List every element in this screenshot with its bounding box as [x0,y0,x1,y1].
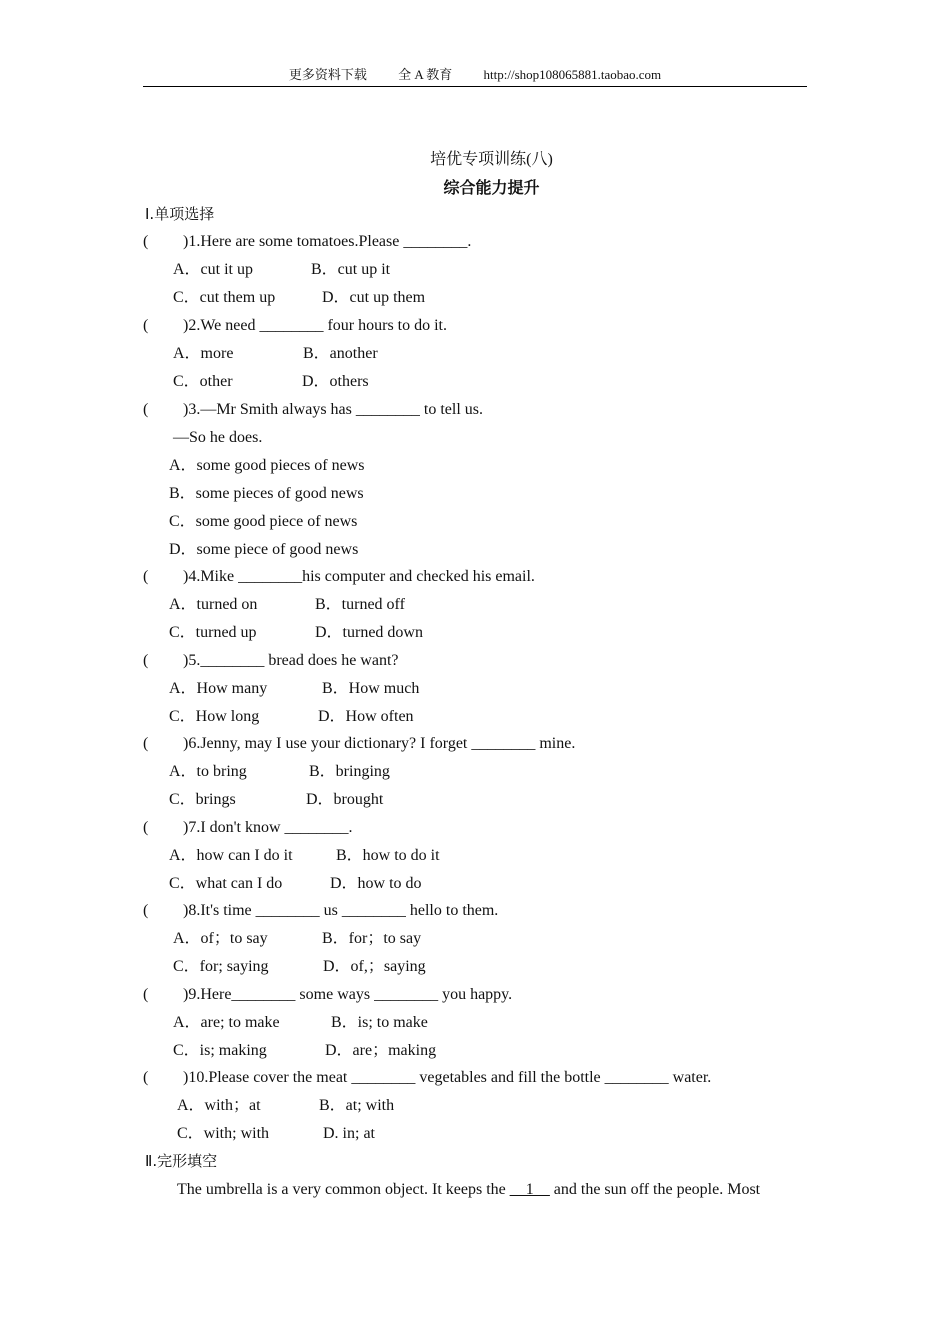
page-title: 培优专项训练(八) [430,151,553,168]
option-a: A．turned on [169,596,258,613]
question-8-stem [143,901,498,921]
question-4-stem [143,567,535,587]
question-5-stem [143,651,399,671]
option-b: B．at; with [319,1097,395,1114]
passage-text-after: and the sun off the people. Most [549,1181,761,1198]
question-10-stem [143,1068,711,1088]
option-a: A．how can I do it [169,847,293,864]
option-c: C．turned up [169,624,257,641]
option-a: A．How many [169,680,268,697]
answer-paren: ( [143,1069,149,1086]
header-download: 更多资料下载 [288,67,367,82]
question-text: )6.Jenny, may I use your dictionary? I forget ________ mine. [183,735,576,752]
question-2-stem [143,316,447,336]
option-d: D．others [302,373,369,390]
option-a: A．more [173,345,234,362]
answer-paren: ( [143,902,149,919]
option-c: C．cut them up [173,289,276,306]
option-d: D．cut up them [322,289,426,306]
answer-paren: ( [143,819,149,836]
question-text: )5.________ bread does he want? [183,652,399,669]
header-brand: 全 A 教育 [398,67,453,82]
option-b: B．turned off [315,596,405,613]
option-a: A．some good pieces of news [169,457,365,474]
header-url: http://shop108065881.taobao.com [483,67,662,82]
option-d: D．how to do [330,875,422,892]
question-9-stem [143,985,512,1005]
option-d: D．turned down [315,624,423,641]
option-d: D．of,；saying [323,958,426,975]
question-text: )2.We need ________ four hours to do it. [183,317,447,334]
option-c: C．How long [169,708,260,725]
section-heading-cloze: Ⅱ.完形填空 [145,1152,218,1170]
option-d: D. in; at [323,1125,375,1142]
option-b: B．how to do it [336,847,440,864]
page-subtitle: 综合能力提升 [443,178,540,197]
option-d: D．How often [318,708,414,725]
option-b: B．another [303,345,378,362]
answer-paren: ( [143,317,149,334]
passage-text-before: The umbrella is a very common object. It keeps the [177,1181,510,1198]
question-text: )10.Please cover the meat ________ vegetables and fill the bottle ________ water. [183,1069,712,1086]
option-c: C．for; saying [173,958,269,975]
option-c: C．some good piece of news [169,513,358,530]
answer-paren: ( [143,735,149,752]
answer-paren: ( [143,652,149,669]
question-7-stem [143,818,353,838]
option-c: C．with; with [177,1125,270,1142]
question-text: )9.Here________ some ways ________ you happy. [183,986,513,1003]
option-b: B．cut up it [311,261,391,278]
question-text: )4.Mike ________his computer and checked his email. [183,568,535,585]
option-c: C．brings [169,791,236,808]
option-d: D．are；making [325,1042,437,1059]
option-a: A．to bring [169,763,247,780]
question-6-stem [143,734,575,754]
question-text: )1.Here are some tomatoes.Please ________. [183,233,472,250]
option-b: B．bringing [309,763,390,780]
answer-paren: ( [143,986,149,1003]
passage-blank-1: __1__ [509,1181,550,1198]
cloze-passage [177,1180,807,1200]
question-text: )7.I don't know ________. [183,819,353,836]
option-c: C．what can I do [169,875,283,892]
answer-paren: ( [143,401,149,418]
question-3-response: —So he does. [173,429,263,446]
option-a: A．with；at [177,1097,261,1114]
option-d: D．brought [306,791,384,808]
option-b: B．for；to say [322,930,422,947]
question-3-stem [143,400,483,420]
option-d: D．some piece of good news [169,541,359,558]
page-header [143,66,807,87]
answer-paren: ( [143,233,149,250]
section-heading-single-choice: Ⅰ.单项选择 [145,205,215,223]
answer-paren: ( [143,568,149,585]
option-b: B．How much [322,680,420,697]
question-text: )3.—Mr Smith always has ________ to tell us. [183,401,483,418]
option-a: A．cut it up [173,261,253,278]
question-1-stem [143,232,471,252]
option-c: C．is; making [173,1042,267,1059]
question-text: )8.It's time ________ us ________ hello to them. [183,902,499,919]
option-b: B．some pieces of good news [169,485,364,502]
option-a: A．of；to say [173,930,268,947]
option-c: C．other [173,373,233,390]
option-a: A．are; to make [173,1014,280,1031]
option-b: B．is; to make [331,1014,428,1031]
